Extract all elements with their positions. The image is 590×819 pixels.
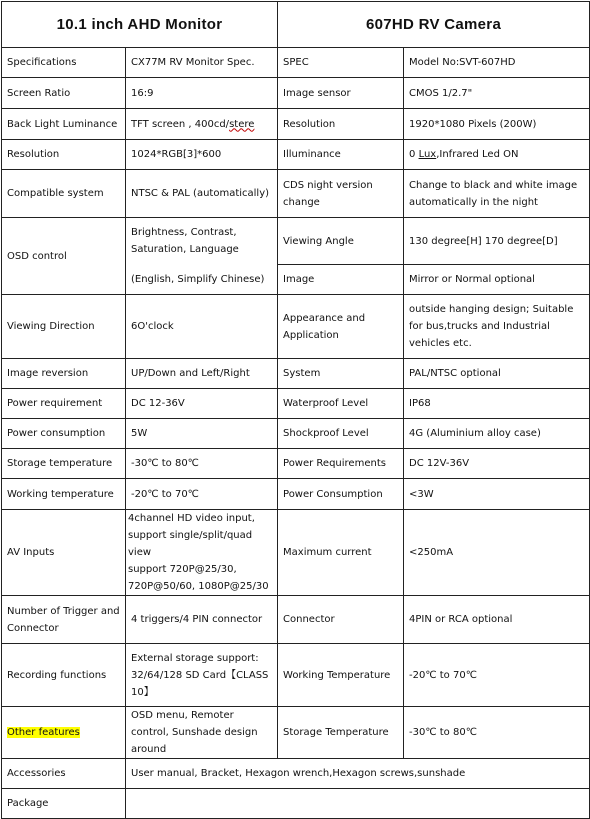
- camera-header: 607HD RV Camera: [278, 2, 590, 48]
- value-text: 0: [409, 149, 419, 160]
- table-row: [2, 78, 590, 109]
- camera-value: Change to black and white image automatically in the night: [404, 170, 590, 218]
- camera-label: Resolution: [278, 109, 404, 140]
- camera-value: <250mA: [404, 510, 590, 596]
- camera-value: 4G (Aluminium alloy case): [404, 419, 590, 449]
- camera-label: Appearance and Application: [278, 295, 404, 359]
- camera-label: Viewing Angle: [278, 218, 404, 265]
- monitor-label: Power consumption: [2, 419, 126, 449]
- monitor-value: External storage support: 32/64/128 SD Card【CLASS 10】: [126, 644, 278, 707]
- monitor-label: Back Light Luminance: [2, 109, 126, 140]
- monitor-value: -20℃ to 70℃: [126, 479, 278, 510]
- monitor-label: Viewing Direction: [2, 295, 126, 359]
- camera-value: DC 12V-36V: [404, 449, 590, 479]
- monitor-value: Brightness, Contrast, Saturation, Language: [126, 218, 278, 265]
- package-value: [126, 789, 590, 819]
- table-row: [2, 596, 590, 644]
- monitor-label: Screen Ratio: [2, 78, 126, 109]
- monitor-value: -30℃ to 80℃: [126, 449, 278, 479]
- camera-label: Shockproof Level: [278, 419, 404, 449]
- underlined-word: Lux: [418, 149, 437, 160]
- camera-label: Image sensor: [278, 78, 404, 109]
- camera-value: CMOS 1/2.7": [404, 78, 590, 109]
- table-row: [2, 389, 590, 419]
- camera-label: Illuminance: [278, 140, 404, 170]
- table-row: [2, 789, 590, 819]
- camera-label: Maximum current: [278, 510, 404, 596]
- camera-label: CDS night version change: [278, 170, 404, 218]
- table-row: [2, 140, 590, 170]
- table-row: [2, 479, 590, 510]
- package-label: Package: [2, 789, 126, 819]
- monitor-label: Resolution: [2, 140, 126, 170]
- camera-label: System: [278, 359, 404, 389]
- monitor-label: Working temperature: [2, 479, 126, 510]
- camera-value: -20℃ to 70℃: [404, 644, 590, 707]
- camera-value: 1920*1080 Pixels (200W): [404, 109, 590, 140]
- camera-label: Image: [278, 265, 404, 295]
- table-row: [2, 218, 590, 265]
- table-row: [2, 48, 590, 78]
- monitor-label: OSD control: [2, 218, 126, 295]
- monitor-value: DC 12-36V: [126, 389, 278, 419]
- monitor-value: CX77M RV Monitor Spec.: [126, 48, 278, 78]
- monitor-header: 10.1 inch AHD Monitor: [2, 2, 278, 48]
- camera-value: 4PIN or RCA optional: [404, 596, 590, 644]
- accessories-value: User manual, Bracket, Hexagon wrench,Hexagon screws,sunshade: [126, 759, 590, 789]
- table-row: [2, 644, 590, 707]
- camera-value: <3W: [404, 479, 590, 510]
- monitor-label: [2, 707, 126, 759]
- value-line: 4channel HD video input, support single/split/quad view: [128, 513, 255, 558]
- monitor-value: [126, 510, 278, 596]
- spec-table: [1, 1, 590, 819]
- monitor-value: 16:9: [126, 78, 278, 109]
- table-row: [2, 295, 590, 359]
- camera-value: 130 degree[H] 170 degree[D]: [404, 218, 590, 265]
- table-row: [2, 510, 590, 596]
- table-row: [2, 109, 590, 140]
- monitor-value: OSD menu, Remoter control, Sunshade design around: [126, 707, 278, 759]
- value-line: support 720P@25/30, 720P@50/60, 1080P@25/30: [128, 564, 269, 592]
- monitor-value: UP/Down and Left/Right: [126, 359, 278, 389]
- monitor-label: Power requirement: [2, 389, 126, 419]
- camera-value: Model No:SVT-607HD: [404, 48, 590, 78]
- monitor-label: AV Inputs: [2, 510, 126, 596]
- highlighted-label: Other features: [7, 727, 80, 738]
- camera-label: Waterproof Level: [278, 389, 404, 419]
- monitor-label: Image reversion: [2, 359, 126, 389]
- header-row: [2, 2, 590, 48]
- table-row: [2, 170, 590, 218]
- camera-label: Connector: [278, 596, 404, 644]
- value-text: ,Infrared Led ON: [436, 149, 519, 160]
- value-text: TFT screen , 400cd/: [131, 118, 230, 130]
- camera-value: PAL/NTSC optional: [404, 359, 590, 389]
- monitor-value: 5W: [126, 419, 278, 449]
- monitor-label: Recording functions: [2, 644, 126, 707]
- camera-label: Storage Temperature: [278, 707, 404, 759]
- monitor-value: NTSC & PAL (automatically): [126, 170, 278, 218]
- camera-label: Power Consumption: [278, 479, 404, 510]
- camera-value: IP68: [404, 389, 590, 419]
- monitor-label: Storage temperature: [2, 449, 126, 479]
- monitor-value: [126, 109, 278, 140]
- table-row: [2, 759, 590, 789]
- monitor-label: Number of Trigger and Connector: [2, 596, 126, 644]
- accessories-label: Accessories: [2, 759, 126, 789]
- monitor-value: 6O'clock: [126, 295, 278, 359]
- camera-value: outside hanging design; Suitable for bus,trucks and Industrial vehicles etc.: [404, 295, 590, 359]
- monitor-value: 1024*RGB[3]*600: [126, 140, 278, 170]
- monitor-label: Compatible system: [2, 170, 126, 218]
- camera-value: -30℃ to 80℃: [404, 707, 590, 759]
- table-row: [2, 359, 590, 389]
- camera-label: Power Requirements: [278, 449, 404, 479]
- camera-label: SPEC: [278, 48, 404, 78]
- table-row: [2, 707, 590, 759]
- camera-value: Mirror or Normal optional: [404, 265, 590, 295]
- monitor-value: 4 triggers/4 PIN connector: [126, 596, 278, 644]
- misspelled-word: stere: [229, 118, 255, 130]
- camera-value: [404, 140, 590, 170]
- table-row: [2, 419, 590, 449]
- table-row: [2, 449, 590, 479]
- monitor-label: Specifications: [2, 48, 126, 78]
- camera-label: Working Temperature: [278, 644, 404, 707]
- monitor-value: (English, Simplify Chinese): [126, 265, 278, 295]
